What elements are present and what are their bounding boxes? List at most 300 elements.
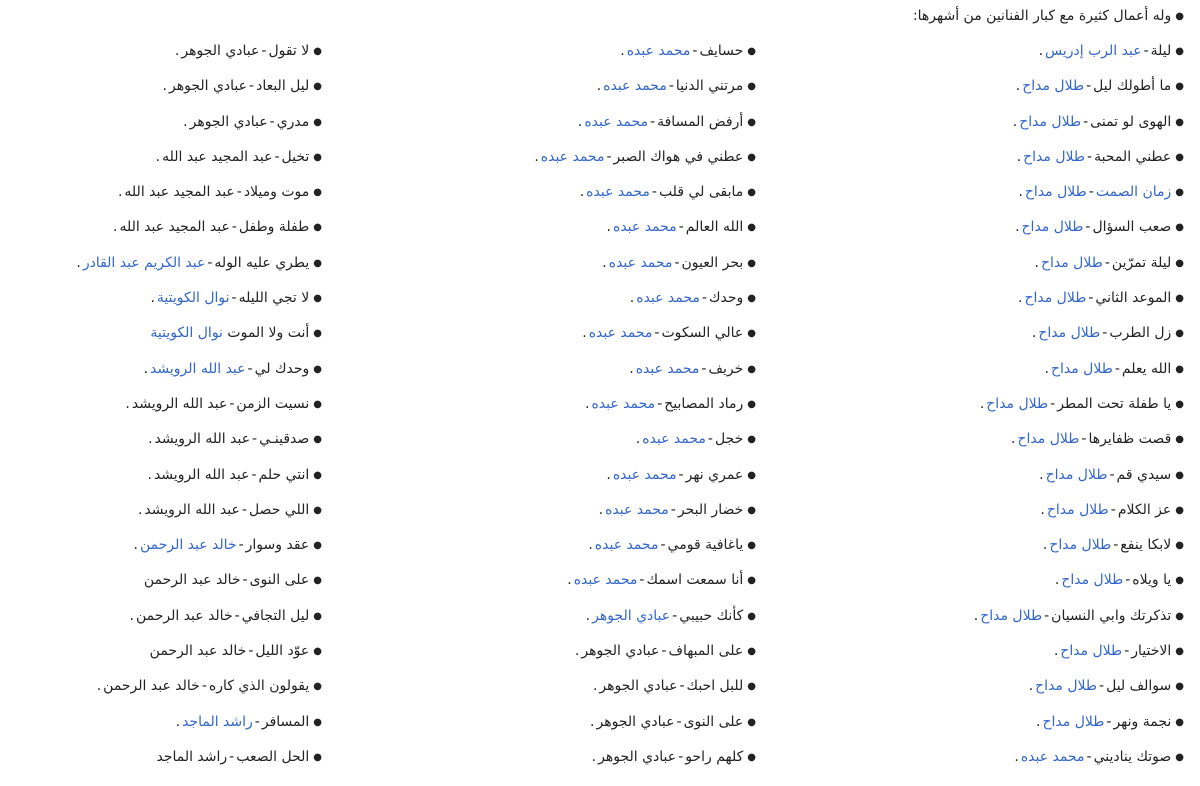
list-item — [814, 359, 1184, 394]
bullet-icon: ● — [313, 751, 322, 763]
artist-link[interactable]: محمد عبده — [636, 290, 700, 307]
song-title: ليلة تمرّين — [1111, 254, 1172, 271]
list-item — [416, 182, 756, 217]
separator: - — [1143, 43, 1149, 59]
list-item — [12, 570, 322, 605]
separator: - — [231, 290, 237, 307]
artist-name: راشد الماجد — [156, 748, 228, 765]
song-title: ما أطولك ليل — [1093, 78, 1172, 95]
list-item — [814, 676, 1184, 711]
song-title: الاختيار — [1131, 643, 1172, 660]
artist-link[interactable]: محمد عبده — [612, 219, 677, 236]
artist-link[interactable]: عبد الله الرويشد — [150, 360, 246, 377]
artist-link[interactable]: طلال مداح — [1019, 113, 1082, 130]
separator: - — [254, 713, 260, 730]
list-item — [814, 535, 1184, 570]
separator: - — [1110, 501, 1116, 518]
artist-link[interactable]: عبد الكريم عبد القادر — [82, 254, 206, 271]
song-title: على المبهاف — [668, 643, 744, 660]
artist-link[interactable]: طلال مداح — [1022, 78, 1085, 95]
songs-column-3 — [12, 41, 322, 782]
separator: - — [1081, 431, 1087, 448]
bullet-icon: ● — [1175, 646, 1184, 658]
list-item — [814, 606, 1184, 641]
list-item — [12, 217, 322, 252]
song-title: وحدك — [708, 290, 744, 307]
separator: - — [1125, 572, 1131, 589]
artist-link[interactable]: عبادي الجوهر — [592, 607, 671, 624]
separator: - — [249, 78, 255, 95]
bullet-icon: ● — [747, 681, 756, 693]
trailing-period: . — [1054, 572, 1060, 589]
separator: - — [674, 254, 680, 271]
list-item — [416, 465, 756, 500]
separator: - — [1088, 184, 1094, 201]
artist-link[interactable]: محمد عبده — [573, 572, 638, 589]
trailing-period: . — [534, 148, 539, 165]
trailing-period: . — [137, 501, 143, 518]
trailing-period: . — [629, 360, 634, 377]
list-item — [416, 217, 756, 252]
list-item — [814, 500, 1184, 535]
trailing-period: . — [174, 43, 180, 59]
artist-name: عبادي الجوهر — [599, 678, 678, 695]
bullet-icon: ● — [747, 575, 756, 587]
separator: - — [1085, 219, 1091, 236]
trailing-period: . — [582, 325, 587, 342]
artist-link[interactable]: طلال مداح — [1017, 431, 1080, 448]
artist-name: خالد عبد الرحمن — [143, 572, 241, 589]
separator: - — [238, 537, 244, 554]
bullet-icon: ● — [313, 646, 322, 658]
artist-name: عبادي الجوهر — [596, 713, 675, 730]
song-title: لا تجي الليله — [238, 290, 310, 307]
separator: - — [1124, 643, 1130, 660]
trailing-period: . — [147, 466, 152, 483]
list-item — [814, 41, 1184, 76]
song-title: للبل احبك — [686, 678, 744, 695]
list-item — [416, 712, 756, 747]
list-item — [814, 570, 1184, 605]
artist-name: عبادي الجوهر — [168, 78, 248, 95]
song-title: لا تقول — [268, 43, 310, 59]
artist-link[interactable]: طلال مداح — [1060, 643, 1123, 660]
artist-link[interactable]: محمد عبده — [603, 78, 667, 95]
intro-line — [913, 6, 1184, 27]
song-title: تخيل — [281, 148, 310, 165]
trailing-period: . — [76, 254, 81, 271]
bullet-icon: ● — [1175, 434, 1184, 446]
trailing-period: . — [979, 395, 985, 412]
bullet-icon: ● — [1175, 469, 1184, 481]
trailing-period: . — [1036, 713, 1041, 730]
song-title: يا طفلة تحت المطر — [1057, 395, 1172, 412]
bullet-icon: ● — [747, 116, 756, 128]
bullet-icon: ● — [313, 222, 322, 234]
trailing-period: . — [592, 678, 598, 695]
song-title: موت وميلاد — [243, 184, 310, 201]
artist-link[interactable]: طلال مداح — [1042, 713, 1105, 730]
song-title: حسايف — [699, 43, 744, 59]
song-title: نجمة ونهر — [1113, 713, 1172, 730]
list-item — [416, 359, 756, 394]
bullet-icon: ● — [747, 81, 756, 93]
list-item — [12, 606, 322, 641]
song-title: ليل البعاد — [256, 78, 310, 95]
bullet-icon: ● — [747, 328, 756, 340]
trailing-period: . — [1028, 678, 1034, 695]
trailing-period: . — [588, 537, 593, 554]
artist-link[interactable]: طلال مداح — [1050, 360, 1113, 377]
list-item — [814, 465, 1184, 500]
trailing-period: . — [1038, 43, 1044, 59]
bullet-icon: ● — [313, 81, 322, 93]
song-title: اللي حصل — [248, 501, 310, 518]
separator: - — [1050, 395, 1056, 412]
artist-link[interactable]: طلال مداح — [1021, 219, 1084, 236]
separator: - — [1044, 607, 1050, 624]
list-item — [12, 323, 322, 358]
artist-link[interactable]: طلال مداح — [1024, 290, 1087, 307]
artist-link[interactable]: طلال مداح — [1035, 678, 1098, 695]
artist-link[interactable]: محمد عبده — [635, 360, 700, 377]
separator: - — [201, 678, 207, 695]
list-item — [12, 394, 322, 429]
bullet-icon: ● — [313, 151, 322, 163]
song-title: عمري نهر — [685, 466, 744, 483]
list-item — [814, 323, 1184, 358]
list-item — [814, 641, 1184, 676]
artist-link[interactable]: محمد عبده — [594, 537, 659, 554]
trailing-period: . — [1042, 537, 1048, 554]
song-title: تذكرتك وابي النسيان — [1051, 607, 1172, 624]
artist-link[interactable]: طلال مداح — [1046, 501, 1109, 518]
bullet-icon: ● — [1175, 293, 1184, 305]
list-item — [814, 747, 1184, 782]
separator: - — [1104, 254, 1110, 271]
song-title: ليلة — [1150, 43, 1172, 59]
separator: - — [679, 678, 685, 695]
list-item — [12, 112, 322, 147]
artist-link[interactable]: طلال مداح — [1023, 148, 1085, 165]
separator: - — [247, 360, 253, 377]
song-title: صدقينـي — [259, 431, 310, 448]
trailing-period: . — [606, 219, 611, 236]
list-item — [12, 500, 322, 535]
artist-link[interactable]: محمد عبده — [605, 501, 669, 518]
intro-text: وله أعمال كثيرة مع كبار الفنانين من أشهرها: — [912, 8, 1172, 24]
separator: - — [229, 395, 235, 412]
list-item — [12, 535, 322, 570]
song-title: المسافر — [261, 713, 310, 730]
bullet-icon: ● — [313, 504, 322, 516]
separator: - — [1102, 325, 1108, 342]
trailing-period: . — [606, 466, 611, 483]
separator: - — [251, 466, 257, 483]
separator: - — [252, 431, 258, 448]
bullet-icon: ● — [1175, 46, 1184, 57]
artist-link[interactable]: محمد عبده — [588, 325, 653, 342]
trailing-period: . — [117, 184, 123, 201]
bullet-icon: ● — [313, 716, 322, 728]
list-item — [12, 41, 322, 76]
song-title: عطني المحبة — [1094, 148, 1172, 165]
separator: - — [676, 713, 682, 730]
separator: - — [678, 466, 684, 483]
song-title: أنت ولا الموت — [227, 325, 310, 342]
bullet-icon: ● — [747, 716, 756, 728]
song-title: عز الكلام — [1117, 501, 1172, 518]
list-item — [416, 641, 756, 676]
list-item — [814, 253, 1184, 288]
artist-link[interactable]: محمد عبده — [591, 395, 656, 412]
bullet-icon: ● — [313, 398, 322, 410]
artist-name: عبد المجيد عبد الله — [124, 184, 235, 201]
list-item — [814, 76, 1184, 111]
artist-link[interactable]: راشد الماجد — [182, 713, 253, 730]
trailing-period: . — [602, 254, 607, 271]
trailing-period: . — [1014, 748, 1019, 765]
list-item — [814, 288, 1184, 323]
artist-link[interactable]: محمد عبده — [626, 43, 691, 59]
artist-link[interactable]: طلال مداح — [1061, 572, 1124, 589]
trailing-period: . — [591, 748, 597, 765]
bullet-icon: ● — [1175, 257, 1184, 269]
artist-name: عبادي الجوهر — [598, 748, 677, 765]
trailing-period: . — [133, 537, 138, 554]
artist-name: عبادي الجوهر — [181, 43, 260, 59]
trailing-period: . — [973, 607, 979, 624]
artist-name: عبادي الجوهر — [189, 113, 268, 130]
bullet-icon: ● — [313, 328, 322, 340]
bullet-icon: ● — [313, 469, 322, 481]
list-item — [12, 465, 322, 500]
bullet-icon: ● — [1175, 716, 1184, 728]
trailing-period: . — [574, 643, 580, 660]
bullet-icon: ● — [313, 293, 322, 305]
trailing-period: . — [175, 713, 181, 730]
song-title: زل الطرب — [1109, 325, 1172, 342]
trailing-period: . — [1040, 501, 1045, 518]
separator: - — [236, 184, 242, 201]
bullet-icon: ● — [747, 46, 756, 57]
artist-name: عبد الله الرويشد — [153, 466, 250, 483]
song-title: الله يعلم — [1121, 360, 1172, 377]
separator: - — [654, 325, 660, 342]
trailing-period: . — [129, 607, 134, 624]
separator: - — [241, 501, 247, 518]
trailing-period: . — [1015, 78, 1021, 95]
artist-name: عبد الله الرويشد — [154, 431, 251, 448]
trailing-period: . — [620, 43, 625, 59]
trailing-period: . — [567, 572, 572, 589]
artist-link[interactable]: محمد عبده — [540, 148, 605, 165]
song-title: خريف — [708, 360, 744, 377]
separator: - — [248, 643, 254, 660]
list-item — [12, 359, 322, 394]
artist-link[interactable]: طلال مداح — [1040, 254, 1103, 271]
list-item — [12, 288, 322, 323]
song-title: على النوى — [249, 572, 310, 589]
separator: - — [660, 537, 666, 554]
list-item — [12, 712, 322, 747]
trailing-period: . — [1011, 431, 1016, 448]
trailing-period: . — [1044, 360, 1049, 377]
list-item — [12, 253, 322, 288]
artist-link[interactable]: نوال الكويتية — [150, 325, 223, 342]
separator: - — [1109, 466, 1115, 483]
separator: - — [678, 219, 684, 236]
separator: - — [639, 572, 645, 589]
list-item — [12, 182, 322, 217]
trailing-period: . — [1016, 148, 1022, 165]
song-link[interactable]: زمان الصمت — [1095, 184, 1172, 201]
list-item — [12, 641, 322, 676]
song-title: لابكا ينفع — [1120, 537, 1172, 554]
artist-name: عبد المجيد عبد الله — [119, 219, 230, 236]
bullet-icon: ● — [1175, 222, 1184, 234]
song-title: كلهم راحو — [685, 748, 744, 765]
separator: - — [651, 184, 657, 201]
artist-link[interactable]: طلال مداح — [986, 395, 1049, 412]
artist-name: عبد الله الرويشد — [131, 395, 228, 412]
bullet-icon: ● — [313, 187, 322, 199]
separator: - — [1086, 78, 1092, 95]
list-item — [416, 41, 756, 76]
bullet-icon: ● — [747, 222, 756, 234]
trailing-period: . — [635, 431, 641, 448]
separator: - — [701, 290, 707, 307]
song-title: عوّد الليل — [255, 643, 310, 660]
artist-link[interactable]: محمد عبده — [642, 431, 706, 448]
artist-link[interactable]: خالد عبد الرحمن — [139, 537, 237, 554]
list-item — [12, 147, 322, 182]
bullet-icon: ● — [1175, 81, 1184, 93]
song-title: ليل التجافي — [241, 607, 310, 624]
separator: - — [678, 748, 684, 765]
trailing-period: . — [598, 501, 604, 518]
artist-link[interactable]: محمد عبده — [612, 466, 677, 483]
list-item — [12, 747, 322, 782]
artist-link[interactable]: عبد الرب إدريس — [1045, 43, 1142, 59]
trailing-period: . — [1039, 466, 1044, 483]
separator: - — [668, 78, 674, 95]
separator: - — [670, 501, 676, 518]
bullet-icon: ● — [747, 610, 756, 622]
song-title: يطري عليه الوله — [214, 254, 310, 271]
list-item — [814, 112, 1184, 147]
song-title: خجل — [714, 431, 744, 448]
list-item — [416, 323, 756, 358]
artist-link[interactable]: محمد عبده — [586, 184, 650, 201]
trailing-period: . — [148, 431, 153, 448]
bullet-icon: ● — [313, 681, 322, 693]
bullet-icon: ● — [1175, 610, 1184, 622]
artist-name: عبادي الجوهر — [581, 643, 660, 660]
separator: - — [657, 395, 663, 412]
song-title: صعب السؤال — [1092, 219, 1172, 236]
separator: - — [269, 113, 275, 130]
list-item — [416, 676, 756, 711]
list-item — [416, 394, 756, 429]
list-item — [416, 606, 756, 641]
list-item — [416, 500, 756, 535]
trailing-period: . — [1053, 643, 1059, 660]
artist-link[interactable]: نوال الكويتية — [156, 290, 230, 307]
songs-column-1 — [814, 41, 1184, 782]
songs-column-2 — [416, 41, 756, 782]
list-item — [416, 253, 756, 288]
separator: - — [207, 254, 213, 271]
artist-link[interactable]: طلال مداح — [1038, 325, 1101, 342]
bullet-icon: ● — [1175, 504, 1184, 516]
bullet-icon: ● — [747, 363, 756, 375]
song-title: الموعد الثاني — [1095, 290, 1172, 307]
song-title: الهوى لو تمنى — [1090, 113, 1172, 130]
bullet-icon: ● — [1175, 540, 1184, 552]
separator: - — [1088, 290, 1094, 307]
separator: - — [1087, 148, 1093, 165]
trailing-period: . — [1018, 184, 1023, 201]
song-title: ياغافية قومي — [667, 537, 744, 554]
bullet-icon: ● — [747, 540, 756, 552]
song-title: انتي حلم — [258, 466, 310, 483]
list-item — [416, 147, 756, 182]
separator: - — [1086, 748, 1092, 765]
bullet-icon: ● — [1175, 398, 1184, 410]
list-item — [416, 570, 756, 605]
trailing-period: . — [1034, 254, 1039, 271]
bullet-icon: ● — [747, 504, 756, 516]
artist-link[interactable]: محمد عبده — [1020, 748, 1085, 765]
trailing-period: . — [1015, 219, 1020, 236]
list-item — [814, 394, 1184, 429]
bullet-icon: ● — [747, 751, 756, 763]
separator: - — [606, 148, 612, 165]
list-item — [416, 747, 756, 782]
separator: - — [274, 148, 280, 165]
trailing-period: . — [1017, 290, 1023, 307]
song-title: سوالف ليل — [1106, 678, 1172, 695]
bullet-icon: ● — [1175, 575, 1184, 587]
artist-link[interactable]: طلال مداح — [980, 607, 1043, 624]
bullet-icon: ● — [747, 151, 756, 163]
artist-link[interactable]: طلال مداح — [1024, 184, 1087, 201]
separator: - — [692, 43, 698, 59]
song-title: مرتني الدنيا — [675, 78, 744, 95]
bullet-icon: ● — [313, 434, 322, 446]
bullet-icon: ● — [313, 46, 322, 57]
song-title: سيدي قم — [1116, 466, 1172, 483]
artist-link[interactable]: محمد عبده — [584, 113, 649, 130]
artist-link[interactable]: طلال مداح — [1045, 466, 1108, 483]
separator: - — [1083, 113, 1089, 130]
song-title: يا ويلاه — [1132, 572, 1172, 589]
bullet-icon: ● — [747, 398, 756, 410]
bullet-icon: ● — [313, 116, 322, 128]
separator: - — [1099, 678, 1105, 695]
trailing-period: . — [112, 219, 118, 236]
artist-link[interactable]: محمد عبده — [608, 254, 673, 271]
song-title: عقد وسوار — [245, 537, 310, 554]
bullet-icon: ● — [1175, 681, 1184, 693]
trailing-period: . — [585, 607, 591, 624]
separator: - — [1106, 713, 1112, 730]
artist-link[interactable]: طلال مداح — [1049, 537, 1112, 554]
bullet-icon: ● — [1175, 751, 1184, 763]
song-title: عالي السكوت — [661, 325, 744, 342]
trailing-period: . — [629, 290, 635, 307]
